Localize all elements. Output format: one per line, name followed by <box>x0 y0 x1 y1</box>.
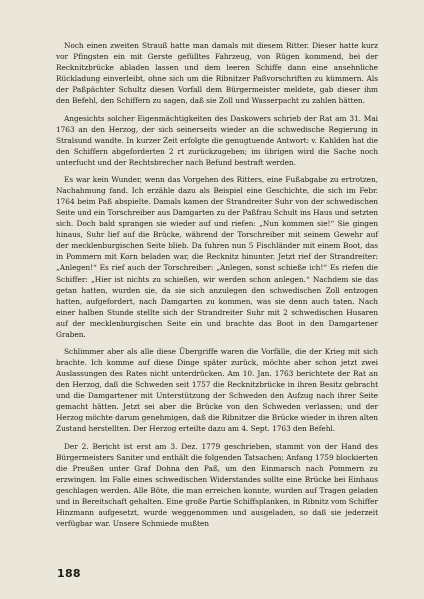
paragraph-1: Noch einen zweiten Strauß hatte man damals mit diesem Ritter. Dieser hatte kurz vor Pfingsten ein mit Gerste gefülltes Fahrzeug, von Rügen kommend, bei der Recknitzbrücke abladen lassen und dem leeren Schiffe dann eine ansehnliche Rückladung einverleibt, ohne sich um die Ribnitzer Paßvorschriften zu kümmern. Als der Paßpächter Schultz diesen Vorfall dem Bürgermeister meldete, gab dieser ihm den Befehl, den Schiffern zu sagen, daß sie Zoll und Wasserpacht zu zahlen hätten. <box>56 41 378 106</box>
paragraph-5: Der 2. Bericht ist erst am 3. Dez. 1779 geschrieben, stammt von der Hand des Bürgermeisters Saniter und enthält die folgenden Tatsachen: Anfang 1759 blockierten die Preußen unter Graf Dohna den Paß, um den Einmarsch nach Pommern zu erzwingen. Im Falle eines schwedischen Widerstandes sollte eine Brücke bei Einhaus geschlagen werden. Alle Böte, die man erreichen konnte, wurden auf Tragen geladen und in Bereitschaft gehalten. Eine große Partie Schiffsplanken, in Ribnitz vom Schiffer Hinzmann aufgesetzt, wurde weggenommen und ausgeladen, so daß sie jederzeit verfügbar war. Unsere Schmiede mußten <box>56 441 378 529</box>
body-text <box>56 40 378 535</box>
paragraph-4: Schlimmer aber als alle diese Übergriffe waren die Vorfälle, die der Krieg mit sich brachte. Ich komme auf diese Dinge später zurück, möchte aber schon jetzt zwei Auslassungen des Rates nicht unterdrücken. Am 10. Jan. 1763 berichtete der Rat an den Herzog, daß die Schweden seit 1757 die Recknitzbrücke in ihren Besitz gebracht und die Damgartener mit Unterstützung der Schweden den Aufzug nach ihrer Seite gemacht hätten. Jetzt sei aber die Brücke von den Schweden verlassen; und der Herzog möchte darum genehmigen, daß die Ribnitzer die Brücke wieder in ihren alten Zustand herstellten. Der Herzog erteilte dazu am 4. Sept. 1763 den Befehl. <box>56 347 379 434</box>
paragraph-3: Es war kein Wunder, wenn das Vorgehen des Ritters, eine Fußabgabe zu ertrotzen, Nachahmung fand. Ich erzähle dazu als Beispiel eine Geschichte, die sich im Febr. 1764 beim Paß abspielte. Damals kamen der Strandreiter Suhr von der schwedischen Seite und ein Torschreiber aus Damgarten zu der Paßfrau Schult ins Haus und setzten sich. Doch bald sprangen sie wieder auf und riefen: „Nun kommen sie!“ Sie gingen hinaus, Suhr lief auf die Brücke, während der Torschreiber mit seinem Gewehr auf der mecklenburgischen Seite blieb. Da fuhren nun 5 Fischländer mit einem Boot, das in Pommern mit Korn beladen war, die Recknitz hinunter. Jetzt rief der Strandreiter: „Anlegen!“ Es rief auch der Torschreiber: „Anlegen, sonst schieße ich!“ Es riefen die Schiffer: „Hier ist nichts zu schießen, wir werden schon anlegen.“ Nachdem sie das getan hatten, wurden sie, da sie sich anzulegen den schwedischen Zoll entzogen hatten, aufgefordert, nach Damgarten zu kommen, was sie denn auch taten. Nach einer halben Stunde stellte sich der Strandreiter Suhr mit 2 schwedischen Husaren auf der mecklenburgischen Seite ein und brachte das Boot in den Damgartener Graben. <box>56 175 378 339</box>
paragraph-2: Angesichts solcher Eigenmächtigkeiten des Daskowers schrieb der Rat am 31. Mai 1763 an den Herzog, der sich seinerseits wieder an die schwedische Regierung in Stralsund wandte. In kurzer Zeit erfolgte die genugtuende Antwort: v. Kahlden hat die den Schiffern abgeforderten 2 rt zurückzugeben; im übrigen wird die Sache noch unterfucht und der Rechtsbrecher nach Befund bestraft werden. <box>56 113 378 167</box>
page-number: 188 <box>57 567 81 580</box>
